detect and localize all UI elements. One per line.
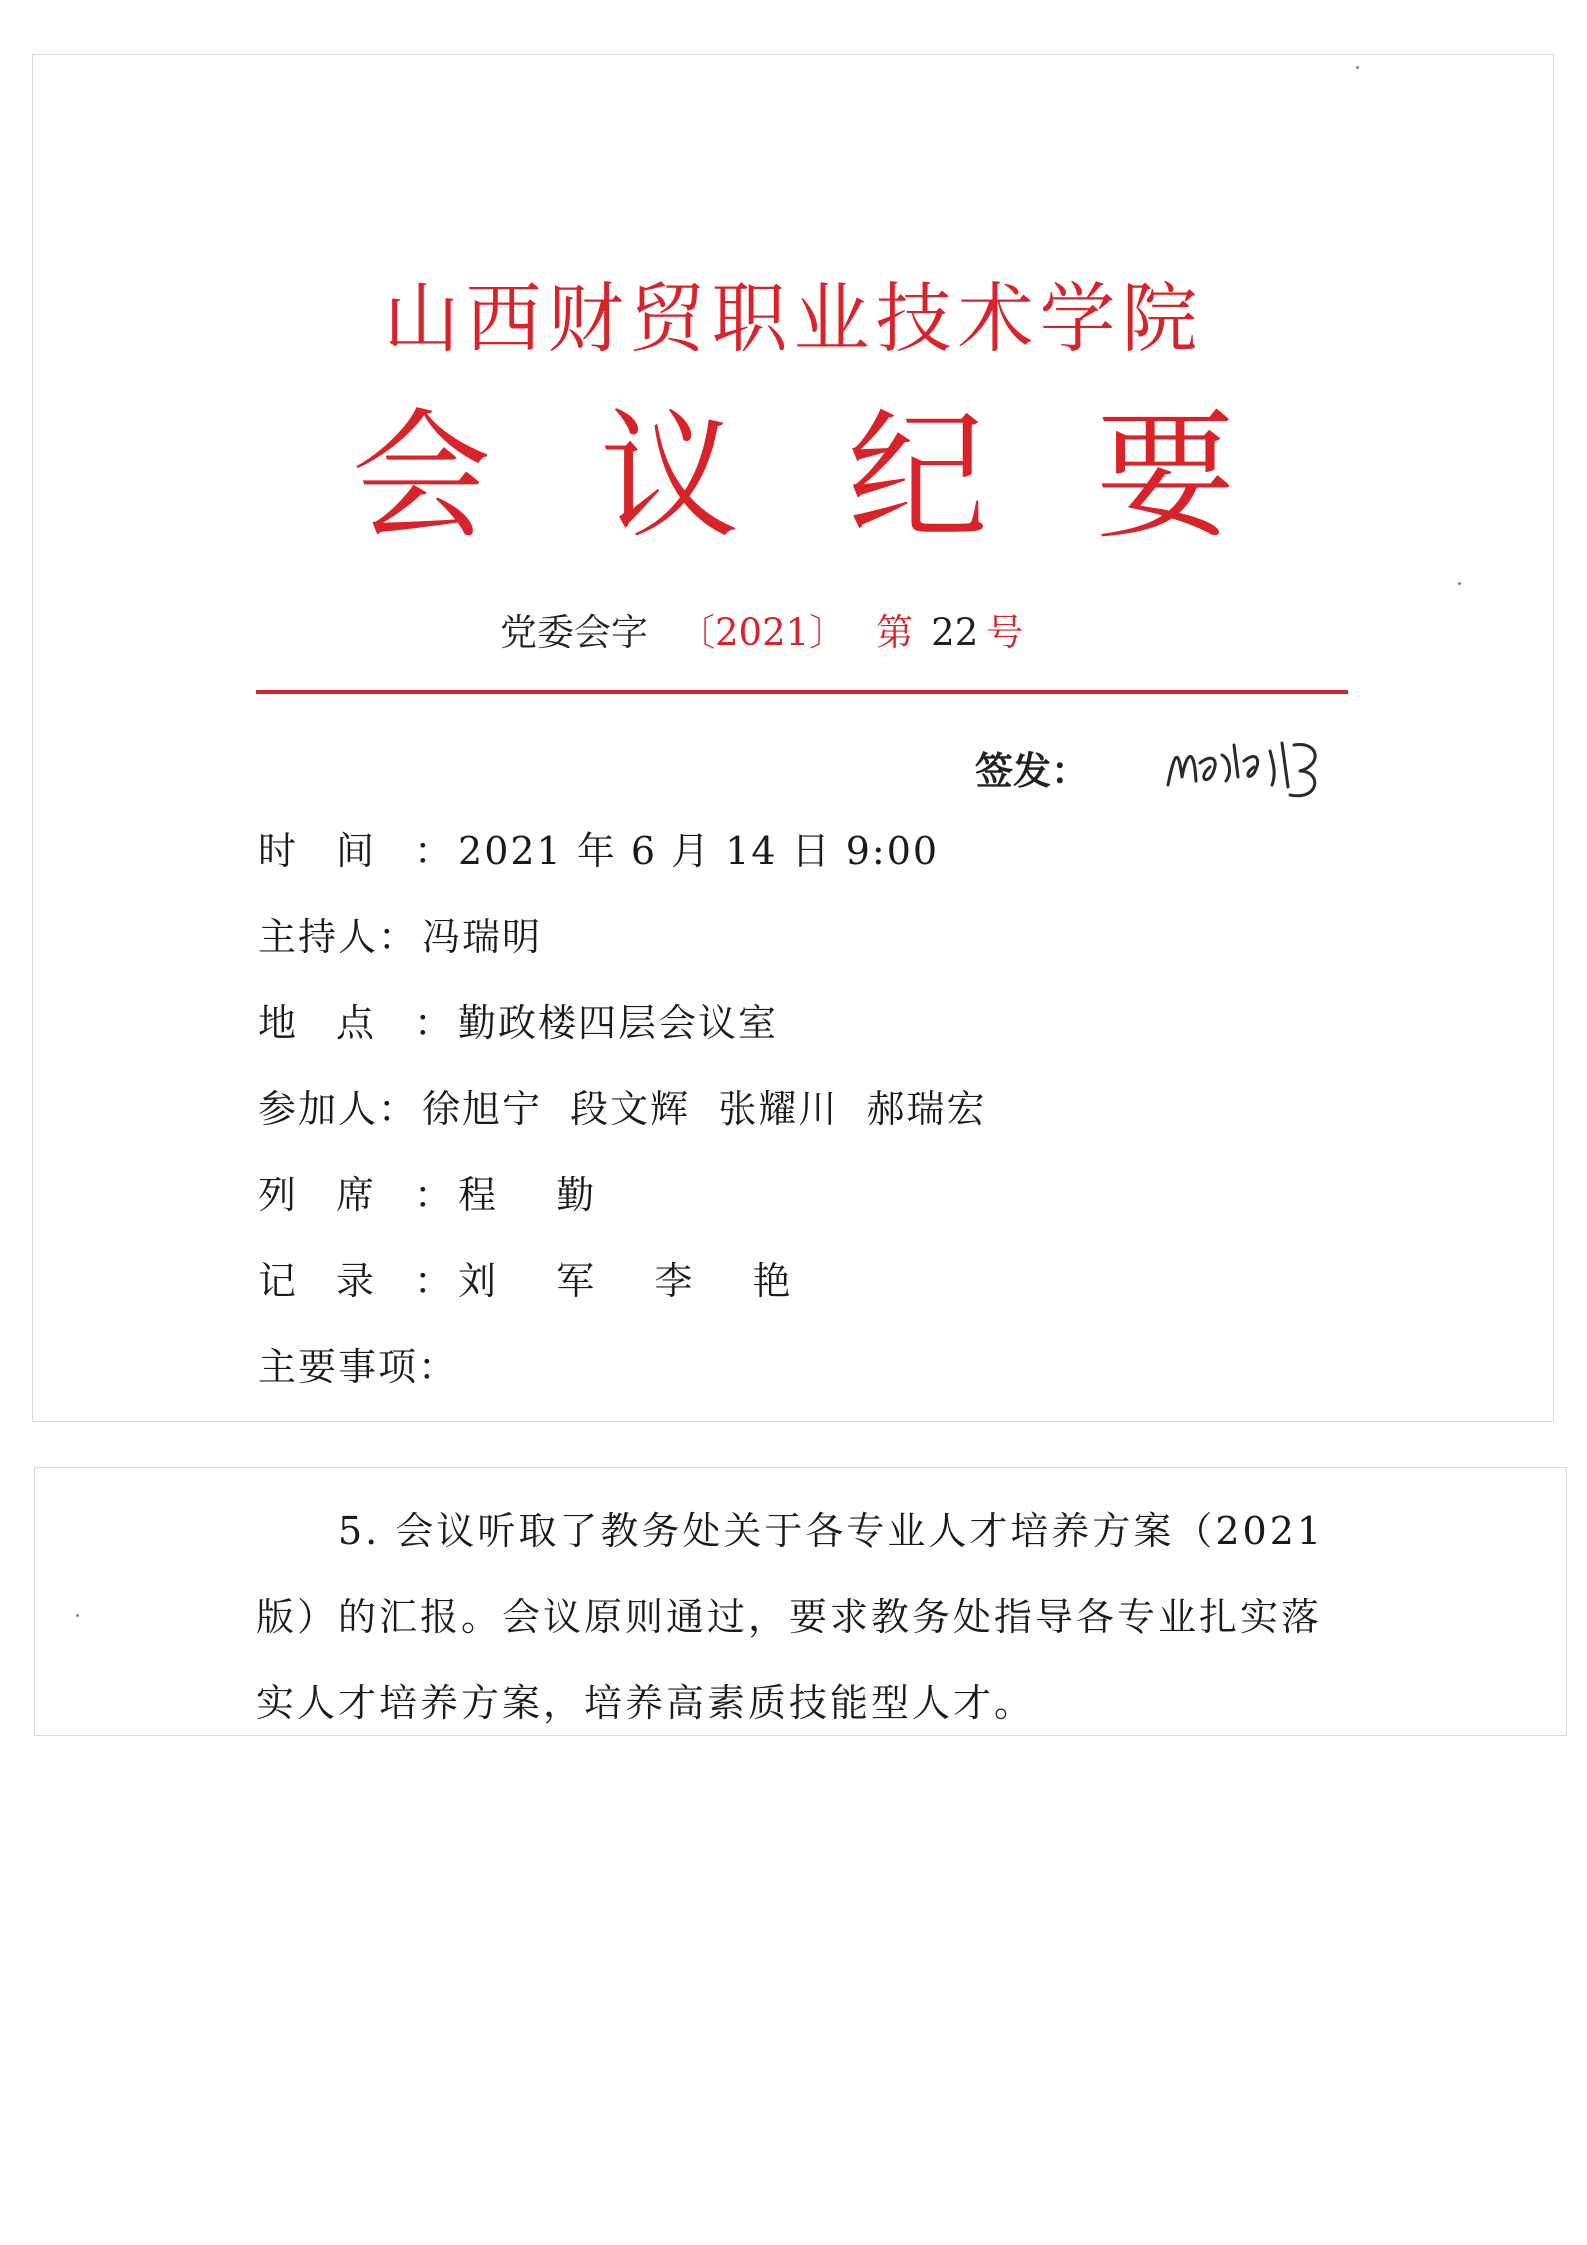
handwritten-signature: [1160, 715, 1340, 805]
present-value: 程 勤: [458, 1173, 607, 1217]
place-value: 勤政楼四层会议室: [458, 1001, 779, 1045]
meeting-attendees-row: [258, 1078, 987, 1133]
school-name: 山西财贸职业技术学院: [383, 274, 1204, 363]
host-value: 冯瑞明: [422, 915, 543, 959]
time-label: 时间: [258, 829, 415, 873]
time-colon: ：: [414, 829, 455, 873]
scan-speck: [1458, 582, 1461, 585]
scan-speck: [1356, 66, 1359, 69]
title-char: 会: [351, 396, 492, 559]
scan-speck: [76, 1614, 79, 1617]
record-value: 刘 军 李 艳: [458, 1259, 803, 1303]
meeting-matters-row: [258, 1336, 458, 1391]
meeting-host-row: [258, 906, 542, 961]
record-label: 记录: [258, 1259, 415, 1303]
attendees-value: 徐旭宁 段文辉 张耀川 郝瑞宏: [422, 1087, 987, 1131]
title-char: 议: [599, 396, 740, 559]
time-value: 2021 年 6 月 14 日 9:00: [458, 829, 940, 873]
record-colon: ：: [414, 1259, 455, 1303]
matters-label: 主要事项：: [258, 1345, 459, 1389]
place-label: 地点: [258, 1001, 415, 1045]
meeting-record-row: [258, 1250, 803, 1305]
present-label: 列席: [258, 1173, 415, 1217]
doc-no-num: 22: [931, 611, 979, 654]
title-char: 要: [1095, 396, 1236, 559]
doc-no-hao: 号: [986, 611, 1024, 654]
doc-no-di: 第: [876, 611, 914, 654]
item-line-1: 5. 会议听取了教务处关于各专业人才培养方案（2021: [338, 1509, 1325, 1553]
present-colon: ：: [414, 1173, 455, 1217]
document-title: [0, 396, 1587, 559]
title-char: 纪: [847, 396, 988, 559]
host-label: 主持人：: [258, 915, 419, 959]
meeting-present-row: [258, 1164, 606, 1219]
item-line-2: 版）的汇报。会议原则通过，要求教务处指导各专业扎实落: [256, 1595, 1323, 1639]
red-divider-rule: [256, 690, 1348, 694]
item-line-3: 实人才培养方案，培养高素质技能型人才。: [256, 1681, 1036, 1725]
meeting-place-row: [258, 992, 778, 1047]
document-number: [500, 602, 1023, 656]
attendees-label: 参加人：: [258, 1087, 419, 1131]
meeting-time-row: [258, 820, 939, 875]
doc-no-year: 〔2021〕: [678, 611, 847, 654]
place-colon: ：: [414, 1001, 455, 1045]
doc-no-prefix: 党委会字: [500, 611, 648, 654]
sign-label: 签发：: [975, 749, 1090, 793]
